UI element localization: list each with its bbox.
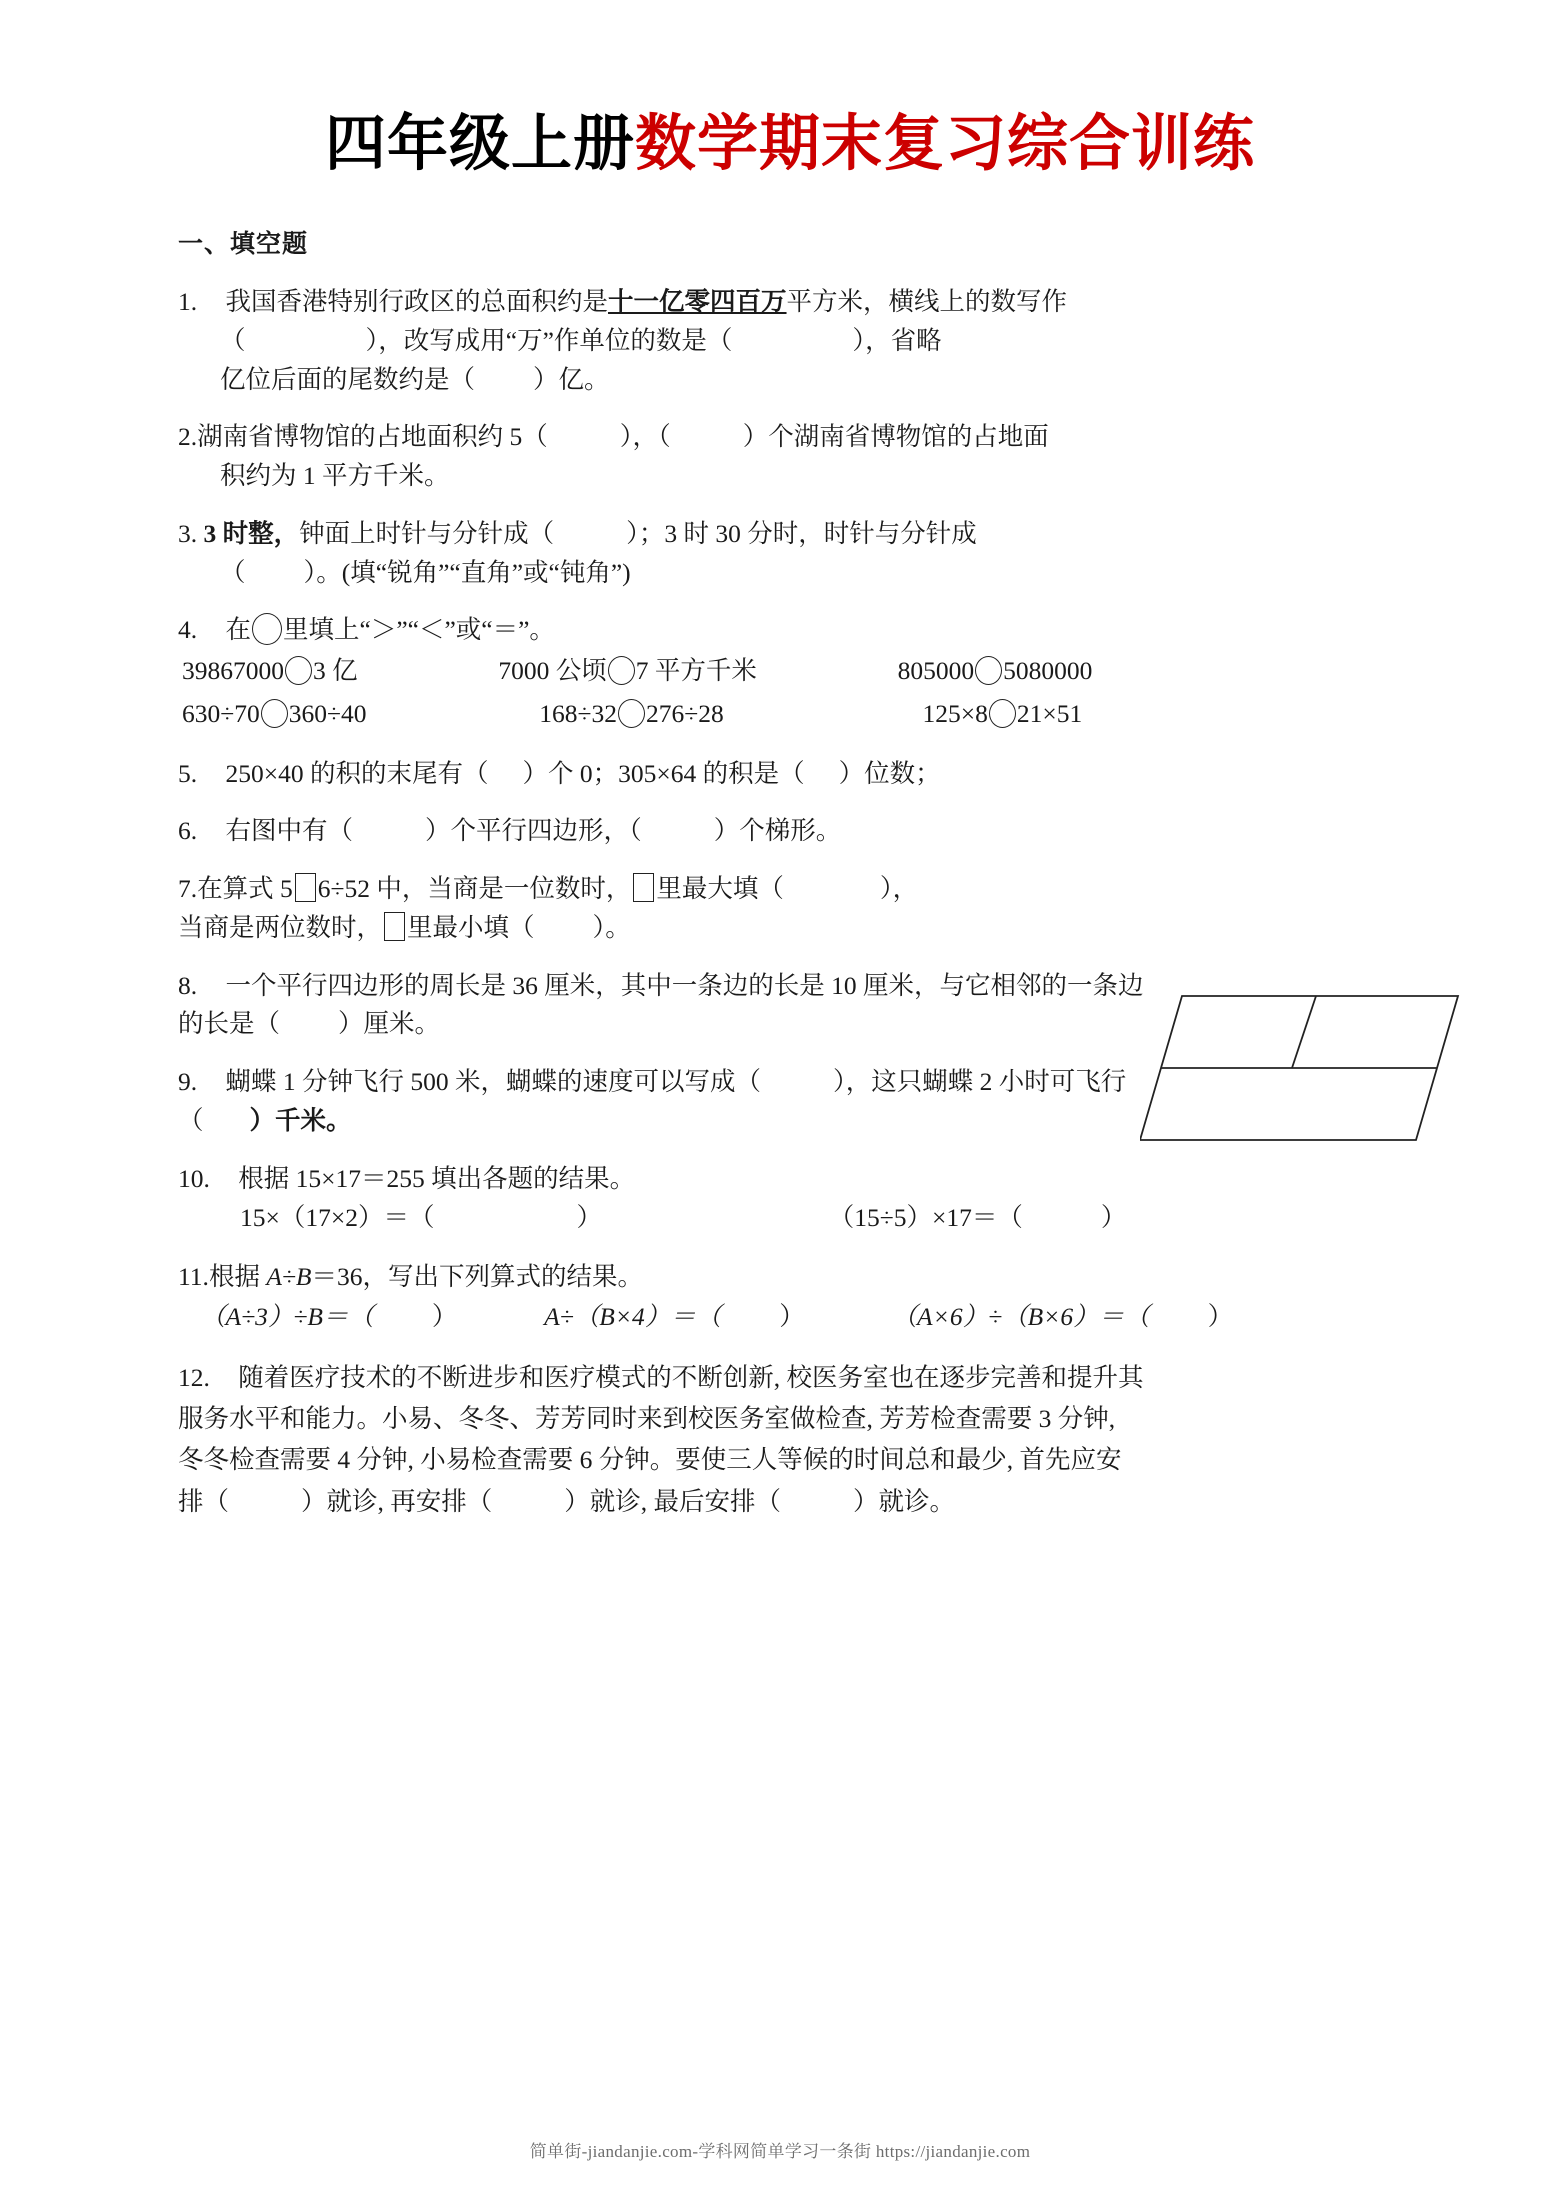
q1-line2-a: （ bbox=[220, 325, 246, 355]
q12-line4-b: ）就诊, 再安排（ bbox=[301, 1486, 493, 1516]
question-7 bbox=[178, 870, 1410, 948]
q4-r1-c1-left: 39867000 bbox=[182, 656, 284, 686]
q9-line1-b: ），这只蝴蝶 2 小时可飞行 bbox=[833, 1067, 1127, 1097]
q4-r2-c2-left: 168÷32 bbox=[539, 698, 617, 728]
question-2 bbox=[178, 418, 1410, 496]
q11-line1-b: ＝36，写出下列算式的结果。 bbox=[311, 1262, 643, 1292]
section-heading: 一、填空题 bbox=[178, 231, 309, 259]
q12-line3: 冬冬检查需要 4 分钟, 小易检查需要 6 分钟。要使三人等候的时间总和最少, 首先应安 bbox=[178, 1445, 1122, 1475]
q4-r2-c3-right: 21×51 bbox=[1016, 698, 1083, 728]
question-4 bbox=[178, 611, 1410, 735]
answer-circle-icon[interactable] bbox=[975, 656, 1002, 685]
question-1 bbox=[178, 283, 1410, 399]
q3-bold-lead: 3 时整， bbox=[203, 518, 300, 548]
comparison-row-1 bbox=[178, 650, 1410, 693]
q4-r1-c3-left: 805000 bbox=[897, 656, 975, 686]
q5-text-b: ）个 0；305×64 的积是（ bbox=[522, 758, 805, 788]
q4-r1-c2-left: 7000 公顷 bbox=[498, 656, 607, 686]
q7-line2-a: 当商是两位数时， bbox=[178, 912, 383, 942]
q7-number: 7. bbox=[178, 874, 198, 904]
q12-line4-a: 排（ bbox=[178, 1486, 230, 1516]
q2-line2: 积约为 1 平方千米。 bbox=[220, 461, 450, 491]
q3-line2-a: （ bbox=[220, 557, 246, 587]
q11-expr3-end: ） bbox=[1207, 1302, 1234, 1331]
q11-expr2: A÷（B×4）＝（ bbox=[544, 1302, 722, 1331]
q12-line4-c: ）就诊, 最后安排（ bbox=[564, 1486, 782, 1516]
q11-number: 11. bbox=[178, 1262, 209, 1292]
worksheet-content bbox=[0, 232, 1560, 1522]
q11-expressions bbox=[178, 1297, 1410, 1338]
q3-line1-b: ）；3 时 30 分时，时针与分针成 bbox=[626, 518, 977, 548]
answer-circle-icon[interactable] bbox=[618, 699, 645, 728]
answer-circle-icon[interactable] bbox=[285, 656, 312, 685]
title-black-part: 四年级上册 bbox=[324, 108, 635, 179]
q6-text-b: ）个平行四边形，（ bbox=[425, 816, 642, 846]
q11-expr2-end: ） bbox=[779, 1302, 805, 1331]
q1-line2-c: ），省略 bbox=[852, 325, 942, 355]
question-8 bbox=[178, 967, 1410, 1045]
q2-line1-b: ），（ bbox=[619, 422, 671, 452]
q5-text-c: ）位数； bbox=[838, 758, 941, 788]
answer-circle-icon[interactable] bbox=[608, 656, 635, 685]
page-title bbox=[0, 0, 1560, 179]
q10-expr1: 15×（17×2）＝（ bbox=[240, 1203, 435, 1233]
title-red-part: 数学期末复习综合训练 bbox=[635, 108, 1256, 179]
q10-expressions bbox=[178, 1198, 1410, 1239]
q1-number: 1. bbox=[178, 287, 198, 317]
question-11 bbox=[178, 1258, 1410, 1338]
q1-underlined-number: 十一亿零四百万 bbox=[608, 287, 787, 317]
answer-circle-icon[interactable] bbox=[252, 613, 282, 645]
q3-number: 3. bbox=[178, 518, 198, 548]
q4-r2-c1-right: 360÷40 bbox=[288, 698, 367, 728]
q1-line1-b: 平方米，横线上的数写作 bbox=[786, 287, 1068, 317]
q4-r2-c2-right: 276÷28 bbox=[646, 698, 724, 728]
q10-expr1-end: ） bbox=[576, 1203, 603, 1233]
answer-circle-icon[interactable] bbox=[261, 699, 288, 728]
q1-line2-b: ），改写成用“万”作单位的数是（ bbox=[365, 325, 733, 355]
q7-line1-c: 里最大填（ bbox=[656, 874, 784, 904]
q6-text-a: 右图中有（ bbox=[225, 816, 354, 846]
q3-line2-b: ）。(填“锐角”“直角”或“钝角”) bbox=[303, 557, 631, 587]
q1-line3-b: ）亿。 bbox=[533, 364, 610, 394]
question-12 bbox=[178, 1357, 1410, 1522]
question-10 bbox=[178, 1160, 1410, 1240]
q7-line1-d: ）， bbox=[879, 874, 919, 904]
q8-line1: 一个平行四边形的周长是 36 厘米，其中一条边的长是 10 厘米，与它相邻的一条边 bbox=[225, 970, 1144, 1000]
comparison-row-2 bbox=[178, 693, 1410, 736]
q6-text-c: ）个梯形。 bbox=[713, 816, 842, 846]
question-3 bbox=[178, 515, 1410, 593]
q10-expr2: （15÷5）×17＝（ bbox=[828, 1203, 1023, 1233]
q4-r1-c2-right: 7 平方千米 bbox=[635, 656, 757, 686]
q9-number: 9. bbox=[178, 1067, 198, 1097]
q11-expr1-end: ） bbox=[431, 1302, 458, 1331]
q7-line2-b: 里最小填（ bbox=[407, 912, 535, 942]
q4-line1-a: 在 bbox=[225, 615, 252, 645]
q5-text-a: 250×40 的积的末尾有（ bbox=[225, 758, 489, 788]
q7-line2-c: ）。 bbox=[592, 912, 631, 942]
q9-line1-a: 蝴蝶 1 分钟飞行 500 米，蝴蝶的速度可以写成（ bbox=[225, 1067, 762, 1097]
question-9 bbox=[178, 1063, 1410, 1141]
q2-line1-a: 湖南省博物馆的占地面积约 5（ bbox=[197, 422, 548, 452]
answer-circle-icon[interactable] bbox=[989, 699, 1016, 728]
q4-r1-c1-right: 3 亿 bbox=[313, 656, 358, 686]
q4-number: 4. bbox=[178, 615, 198, 645]
q3-line1-a: 钟面上时针与分针成（ bbox=[299, 518, 555, 548]
q12-line4-d: ）就诊。 bbox=[853, 1486, 956, 1516]
q9-line2-a: （ bbox=[178, 1105, 204, 1135]
q12-line1: 随着医疗技术的不断进步和医疗模式的不断创新, 校医务室也在逐步完善和提升其 bbox=[238, 1362, 1144, 1392]
q11-expr3: （A×6）÷（B×6）＝（ bbox=[891, 1302, 1150, 1331]
q6-number: 6. bbox=[178, 816, 198, 846]
q4-line1-b: 里填上“＞”“＜”或“＝”。 bbox=[283, 615, 555, 645]
answer-box-icon[interactable] bbox=[295, 873, 316, 902]
q2-number: 2. bbox=[178, 422, 198, 452]
q7-line1-a: 在算式 5 bbox=[197, 874, 293, 904]
q4-r2-c1-left: 630÷70 bbox=[182, 698, 260, 728]
q7-line1-b: 6÷52 中，当商是一位数时， bbox=[317, 874, 632, 904]
q1-line1-a: 我国香港特别行政区的总面积约是 bbox=[225, 287, 609, 317]
q11-line1-a: 根据 bbox=[208, 1262, 267, 1292]
answer-box-icon[interactable] bbox=[384, 912, 405, 941]
q11-expr1: （A÷3）÷B＝（ bbox=[200, 1302, 374, 1331]
q12-line2: 服务水平和能力。小易、冬冬、芳芳同时来到校医务室做检查, 芳芳检查需要 3 分钟, bbox=[178, 1404, 1116, 1434]
footer-watermark: 简单街-jiandanjie.com-学科网简单学习一条街 https://jiandanjie.com bbox=[529, 2142, 1031, 2161]
q10-line1: 根据 15×17＝255 填出各题的结果。 bbox=[238, 1163, 636, 1193]
q10-expr2-end: ） bbox=[1100, 1203, 1127, 1233]
q12-number: 12. bbox=[178, 1362, 210, 1392]
question-5 bbox=[178, 755, 1410, 794]
q1-line3-a: 亿位后面的尾数约是（ bbox=[220, 364, 476, 394]
q10-number: 10. bbox=[178, 1163, 210, 1193]
q8-line2-a: 的长是（ bbox=[178, 1009, 281, 1039]
q11-variables: A÷B bbox=[266, 1262, 312, 1292]
q5-number: 5. bbox=[178, 758, 198, 788]
q8-line2-b: ）厘米。 bbox=[338, 1009, 441, 1039]
q2-line1-c: ）个湖南省博物馆的占地面 bbox=[742, 422, 1049, 452]
q4-r1-c3-right: 5080000 bbox=[1003, 656, 1093, 686]
q9-line2-b: ）千米。 bbox=[249, 1105, 352, 1135]
q8-number: 8. bbox=[178, 970, 198, 1000]
question-6 bbox=[178, 812, 1410, 851]
answer-box-icon[interactable] bbox=[633, 873, 654, 902]
q4-r2-c3-left: 125×8 bbox=[922, 698, 988, 728]
